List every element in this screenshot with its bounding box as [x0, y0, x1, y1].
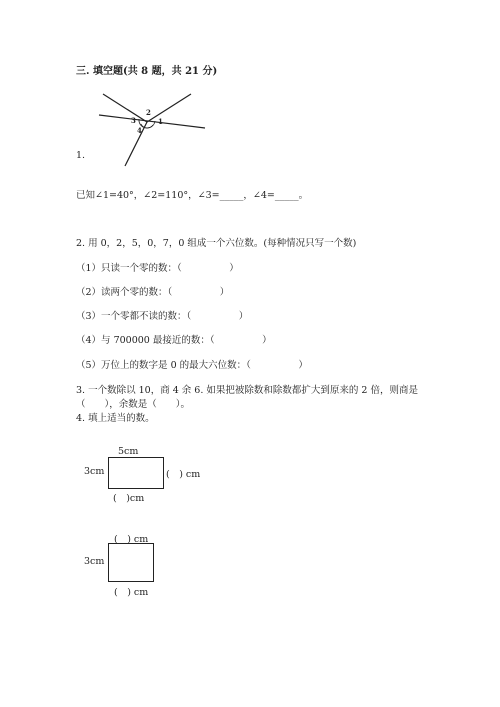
q2-item: （1）只读一个零的数：（ ） — [76, 263, 239, 274]
q4-stem: 4. 填上适当的数。 — [76, 413, 155, 424]
rect1-top-label: 5cm — [118, 446, 139, 457]
rect1-right-label: ( ) cm — [166, 469, 201, 480]
rect1-left-label: 3cm — [84, 466, 105, 477]
angle-label-1: 1 — [158, 117, 163, 126]
q2-item: （5）万位上的数字是 0 的最大六位数：（ ） — [76, 360, 308, 371]
q3-line2: （ ），余数是（ ）。 — [76, 399, 191, 410]
q2-item: （4）与 700000 最接近的数：（ ） — [76, 335, 272, 346]
q2-stem: 2. 用 0，2，5，0，7，0 组成一个六位数。(每种情况只写一个数) — [76, 238, 357, 249]
section-title: 三. 填空题(共 8 题，共 21 分) — [76, 66, 218, 77]
square-bottom-label: ( ) cm — [114, 587, 149, 598]
angle-diagram — [95, 88, 215, 168]
square-figure — [108, 543, 154, 582]
q2-item: （2）读两个零的数：（ ） — [76, 287, 230, 298]
rectangle-figure — [108, 457, 164, 489]
q1-text: 已知∠1=40°，∠2=110°，∠3=_____，∠4=_____。 — [76, 190, 309, 201]
square-left-label: 3cm — [84, 556, 105, 567]
q2-item: （3）一个零都不读的数：（ ） — [76, 311, 249, 322]
q1-number: 1. — [76, 150, 86, 161]
rect1-bottom-label: ( )cm — [113, 493, 145, 504]
square-top-label: ( ) cm — [114, 534, 149, 545]
angle-label-2: 2 — [146, 108, 151, 117]
q3-line1: 3. 一个数除以 10，商 4 余 6. 如果把被除数和除数都扩大到原来的 2 倍，则商是 — [76, 385, 418, 396]
angle-label-3: 3 — [131, 116, 136, 125]
angle-label-4: 4 — [137, 126, 142, 135]
